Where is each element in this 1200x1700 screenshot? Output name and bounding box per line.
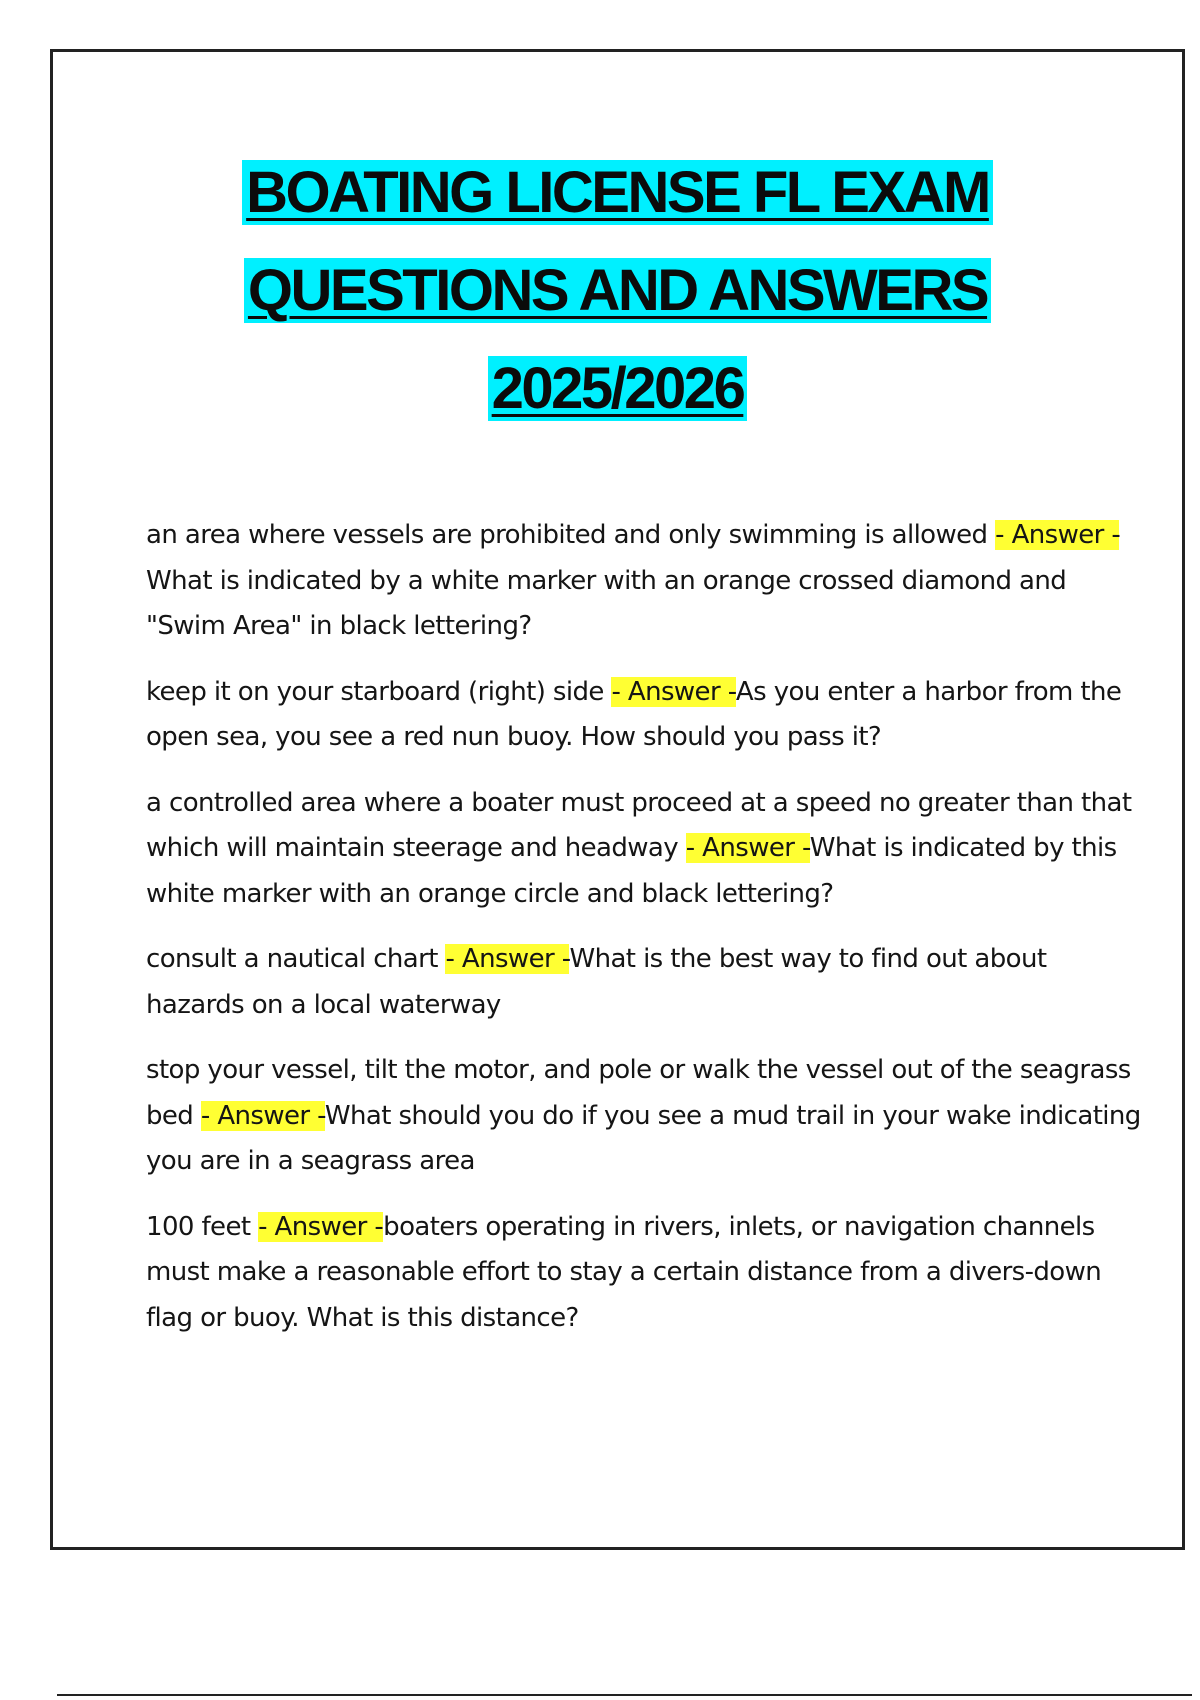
qa-answer: consult a nautical chart xyxy=(146,944,446,974)
qa-item xyxy=(146,1048,1146,1185)
answer-marker: - Answer - xyxy=(685,833,810,863)
qa-item xyxy=(146,1205,1146,1342)
page-divider xyxy=(57,1694,1192,1696)
qa-question: boaters operating in rivers, inlets, or navigation channels must make a reasonable effort to stay a certain distance from a divers-down flag or buoy. What is this distance? xyxy=(146,1211,1102,1333)
qa-question: As you enter a harbor from the open sea, you see a red nun buoy. How should you pass it? xyxy=(146,676,1122,752)
title-line-2: QUESTIONS AND ANSWERS xyxy=(244,258,991,323)
title-line-1: BOATING LICENSE FL EXAM xyxy=(242,160,993,225)
qa-answer: an area where vessels are prohibited and only swimming is allowed xyxy=(146,520,996,550)
qa-answer: a controlled area where a boater must proceed at a speed no greater than that which will maintain steerage and headway xyxy=(146,787,1132,863)
answer-marker: - Answer - xyxy=(258,1211,384,1242)
qa-question: What should you do if you see a mud trail in your wake indicating you are in a seagrass area xyxy=(146,1100,1141,1176)
qa-question: What is indicated by this white marker with an orange circle and black lettering? xyxy=(146,833,1117,909)
qa-answer: 100 feet xyxy=(146,1211,259,1242)
answer-marker: - Answer - xyxy=(995,520,1120,550)
document-title xyxy=(53,144,1182,438)
qa-item xyxy=(146,513,1146,650)
qa-item xyxy=(146,937,1146,1028)
document-page xyxy=(50,49,1185,1550)
qa-item xyxy=(146,781,1146,918)
answer-marker: - Answer - xyxy=(611,676,736,707)
qa-item xyxy=(146,670,1146,761)
title-line-3: 2025/2026 xyxy=(488,356,748,421)
qa-list xyxy=(146,513,1146,1361)
qa-question: What is indicated by a white marker with an orange crossed diamond and "Swim Area" in black lettering? xyxy=(146,565,1067,641)
qa-answer: stop your vessel, tilt the motor, and pole or walk the vessel out of the seagrass bed xyxy=(146,1055,1131,1131)
qa-question: What is the best way to find out about hazards on a local waterway xyxy=(146,944,1047,1020)
qa-answer: keep it on your starboard (right) side xyxy=(146,676,612,707)
answer-marker: - Answer - xyxy=(200,1100,325,1131)
answer-marker: - Answer - xyxy=(445,944,570,974)
